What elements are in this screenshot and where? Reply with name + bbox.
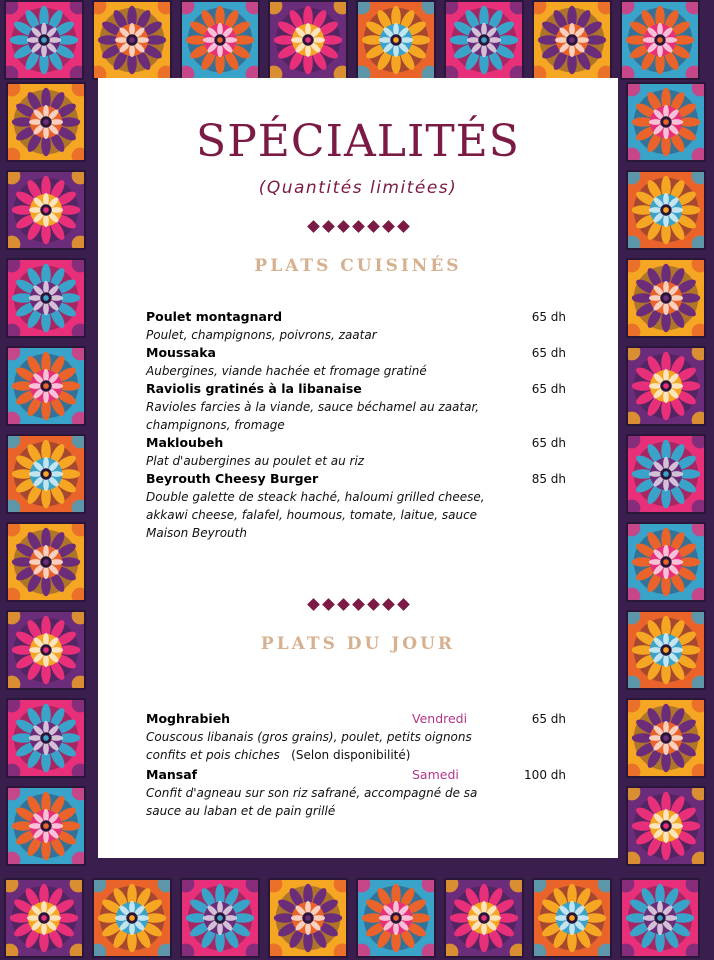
mandala-tile-icon <box>356 0 436 80</box>
item-description-text: Couscous libanais (gros grains), poulet, petits oignons confits et pois chiches <box>146 730 472 762</box>
item-name: Moussaka <box>146 345 216 360</box>
item-name: Beyrouth Cheesy Burger <box>146 471 319 486</box>
mandala-tile-icon <box>6 698 86 778</box>
mandala-tile-icon <box>4 878 84 958</box>
item-price: 100 dh <box>524 768 566 782</box>
mandala-tile-icon <box>626 258 706 338</box>
mandala-tile-icon <box>180 878 260 958</box>
mandala-tile-icon <box>92 878 172 958</box>
menu-item <box>146 766 566 820</box>
menu-item <box>146 434 566 470</box>
menu-item <box>146 380 566 434</box>
mandala-tile-icon <box>620 0 700 80</box>
mandala-tile-icon <box>180 0 260 80</box>
mandala-tile-icon <box>92 0 172 80</box>
item-description: Aubergines, viande hachée et fromage gratiné <box>146 364 427 378</box>
diamond-separator-icon <box>98 600 618 609</box>
mandala-tile-icon <box>4 0 84 80</box>
section-title-plats-du-jour: PLATS DU JOUR <box>260 634 456 654</box>
item-name: Raviolis gratinés à la libanaise <box>146 381 362 396</box>
item-name: Poulet montagnard <box>146 309 283 324</box>
mandala-tile-icon <box>626 82 706 162</box>
section-title-plats-cuisines: PLATS CUISINÉS <box>254 256 462 276</box>
item-description: Plat d'aubergines au poulet et au riz <box>146 454 365 468</box>
item-name: Moghrabieh <box>146 711 231 726</box>
mandala-tile-icon <box>6 434 86 514</box>
mandala-tile-icon <box>6 346 86 426</box>
mandala-tile-icon <box>626 434 706 514</box>
mandala-tile-icon <box>626 610 706 690</box>
mandala-tile-icon <box>6 82 86 162</box>
item-name: Mansaf <box>146 767 198 782</box>
mandala-tile-icon <box>6 170 86 250</box>
item-description <box>146 728 496 764</box>
item-description: Ravioles farcies à la viande, sauce béchamel au zaatar, champignons, fromage <box>146 400 480 432</box>
mandala-tile-icon <box>268 0 348 80</box>
mandala-tile-icon <box>626 170 706 250</box>
item-name: Makloubeh <box>146 435 224 450</box>
menu-item <box>146 308 566 344</box>
item-day: Samedi <box>412 767 459 782</box>
item-price: 65 dh <box>531 382 566 396</box>
mandala-tile-icon <box>626 698 706 778</box>
mandala-tile-icon <box>444 878 524 958</box>
item-description: Poulet, champignons, poivrons, zaatar <box>146 328 377 342</box>
mandala-tile-icon <box>6 786 86 866</box>
menu-subtitle: (Quantités limitées) <box>258 178 458 198</box>
menu-card <box>98 78 618 858</box>
menu-item <box>146 470 566 542</box>
mandala-tile-icon <box>620 878 700 958</box>
item-note: (Selon disponibilité) <box>291 748 411 762</box>
mandala-tile-icon <box>6 610 86 690</box>
mandala-tile-icon <box>626 786 706 866</box>
mandala-tile-icon <box>444 0 524 80</box>
item-description: Double galette de steack haché, haloumi grilled cheese, akkawi cheese, falafel, houmous, tomate, laitue, sauce Maison Beyrouth <box>146 490 485 540</box>
item-price: 85 dh <box>531 472 566 486</box>
mandala-tile-icon <box>356 878 436 958</box>
mandala-tile-icon <box>626 346 706 426</box>
mandala-tile-icon <box>268 878 348 958</box>
item-price: 65 dh <box>531 346 566 360</box>
menu-title: SPÉCIALITÉS <box>196 116 520 167</box>
mandala-tile-icon <box>532 0 612 80</box>
mandala-tile-icon <box>532 878 612 958</box>
item-price: 65 dh <box>531 436 566 450</box>
item-description: Confit d'agneau sur son riz safrané, accompagné de sa sauce au laban et de pain grillé <box>146 786 478 818</box>
item-day: Vendredi <box>412 711 468 726</box>
mandala-tile-icon <box>626 522 706 602</box>
menu-item <box>146 710 566 764</box>
mandala-tile-icon <box>6 258 86 338</box>
mandala-tile-icon <box>6 522 86 602</box>
diamond-separator-icon <box>98 222 618 231</box>
menu-item <box>146 344 566 380</box>
item-price: 65 dh <box>531 310 566 324</box>
item-price: 65 dh <box>531 712 566 726</box>
